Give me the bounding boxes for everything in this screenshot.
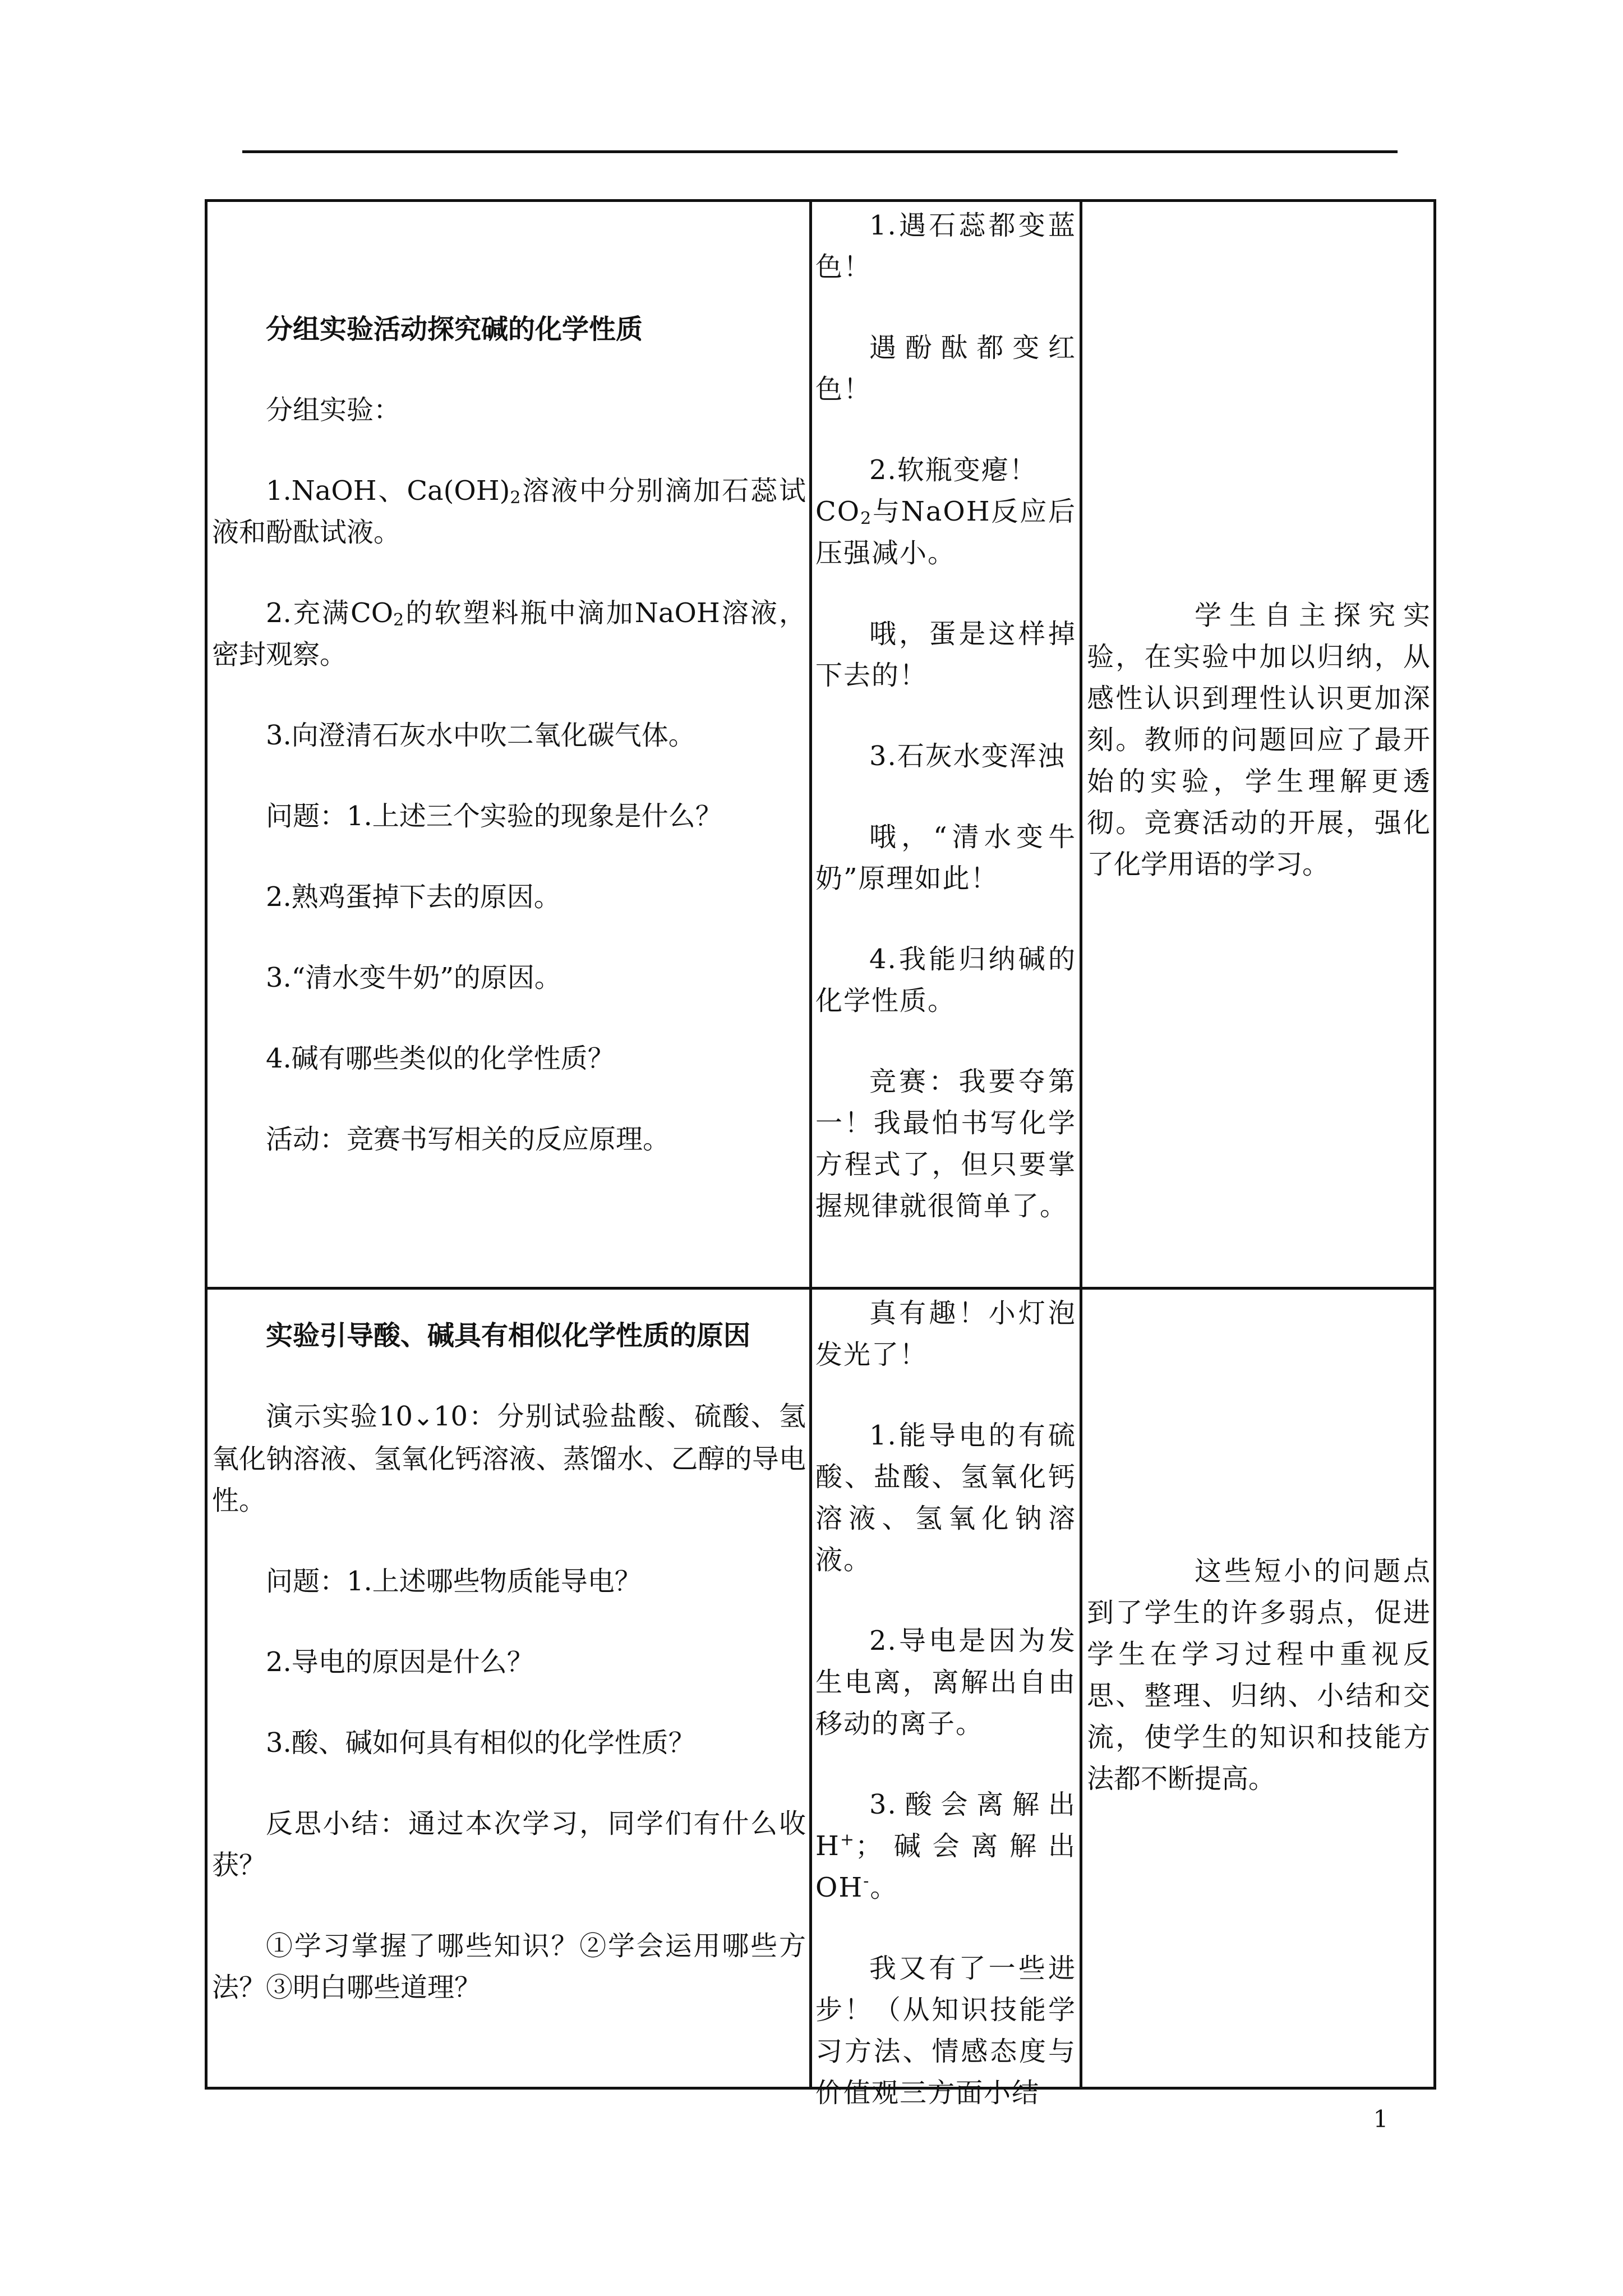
- design-intent-cell: [1080, 199, 1436, 1290]
- student-response: 1.遇石蕊都变蓝色！: [815, 210, 1076, 283]
- experiment-step: 2.充满$CO_2$的软塑料瓶中滴加NaOH溶液，密封观察。: [212, 597, 806, 670]
- table-row: [205, 1290, 1436, 2109]
- student-response: 哦，“清水变牛奶”原理如此！: [815, 821, 1076, 894]
- lesson-plan-table: [205, 199, 1436, 2109]
- question: 2.导电的原因是什么？: [266, 1646, 534, 1678]
- student-response: 哦，蛋是这样掉下去的！: [815, 618, 1076, 691]
- student-response: 3.酸会离解出H+；碱会离解出OH-。: [815, 1789, 1076, 1903]
- reflection-summary: 反思小结：通过本次学习，同学们有什么收获？: [212, 1808, 806, 1881]
- design-intent-text: 学生自主探究实验，在实验中加以归纳，从感性认识到理性认识更加深刻。教师的问题回应了最开始的实验，学生理解更透彻。竞赛活动的开展，强化了化学用语的学习。: [1087, 600, 1430, 880]
- header-rule: [242, 150, 1398, 153]
- design-intent-cell: [1080, 1290, 1436, 2090]
- student-activity-cell: [809, 1290, 1080, 2109]
- teacher-activity-cell: [205, 199, 809, 1290]
- student-response: $CO_2$与NaOH反应后压强减小。: [815, 496, 1076, 569]
- page-number: 1: [1373, 2105, 1389, 2133]
- student-response: 真有趣！小灯泡发光了！: [815, 1297, 1076, 1370]
- student-response: 2.软瓶变瘪！: [869, 454, 1038, 486]
- student-response: 3.石灰水变浑浊: [869, 740, 1066, 772]
- student-response: 我又有了一些进步！（从知识技能学习方法、情感态度与价值观三方面小结: [815, 1953, 1076, 2109]
- reflection-prompts: ①学习掌握了哪些知识？②学会运用哪些方法？③明白哪些道理？: [212, 1930, 806, 2003]
- question: 问题：1.上述三个实验的现象是什么？: [266, 800, 722, 832]
- check-mark-icon: ⌄: [413, 1403, 434, 1432]
- question: 问题：1.上述哪些物质能导电？: [266, 1566, 642, 1597]
- experiment-step: 1.NaOH、$Ca(OH)_2$溶液中分别滴加石蕊试液和酚酞试液。: [212, 475, 806, 548]
- question: 3.“清水变牛奶”的原因。: [266, 962, 561, 993]
- student-response: 1.能导电的有硫酸、盐酸、氢氧化钙溶液、氢氧化钠溶液。: [815, 1420, 1076, 1576]
- experiment-step: 3.向澄清石灰水中吹二氧化碳气体。: [266, 720, 695, 751]
- student-response: 4.我能归纳碱的化学性质。: [815, 944, 1076, 1016]
- design-intent-text: 这些短小的问题点到了学生的许多弱点，促进学生在学习过程中重视反思、整理、归纳、小结和交流，使学生的知识和技能方法都不断提高。: [1087, 1556, 1430, 1795]
- question: 3.酸、碱如何具有相似的化学性质？: [266, 1727, 695, 1759]
- student-response: 遇酚酞都变红色！: [815, 332, 1076, 405]
- group-experiment-label: 分组实验：: [266, 394, 401, 426]
- demo-experiment: 演示实验10⌄10：分别试验盐酸、硫酸、氢氧化钠溶液、氢氧化钙溶液、蒸馏水、乙醇的导电性。: [212, 1401, 806, 1516]
- section-heading: 分组实验活动探究碱的化学性质: [266, 314, 643, 345]
- teacher-activity-cell: [205, 1290, 809, 2090]
- student-response: 竞赛：我要夺第一！我最怕书写化学方程式了，但只要掌握规律就很简单了。: [815, 1066, 1076, 1222]
- student-activity-cell: [809, 199, 1080, 1290]
- table-row: [205, 199, 1436, 1290]
- question: 4.碱有哪些类似的化学性质？: [266, 1043, 615, 1074]
- question: 2.熟鸡蛋掉下去的原因。: [266, 881, 561, 913]
- activity-text: 活动：竞赛书写相关的反应原理。: [266, 1124, 670, 1155]
- section-heading: 实验引导酸、碱具有相似化学性质的原因: [266, 1320, 751, 1351]
- student-response: 2.导电是因为发生电离，离解出自由移动的离子。: [815, 1625, 1076, 1740]
